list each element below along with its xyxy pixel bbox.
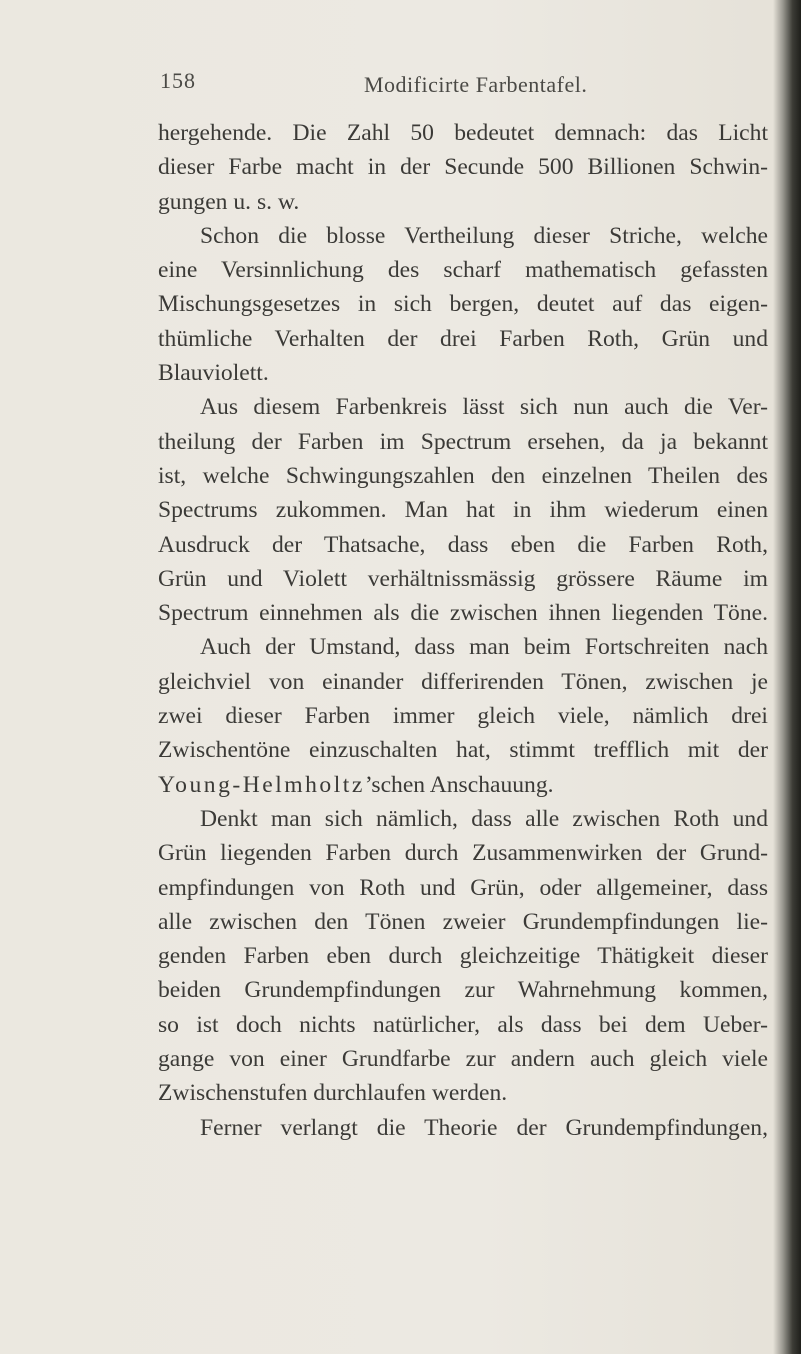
text-line: Schon die blosse Vertheilung dieser Striche, welche	[200, 222, 768, 249]
page-number: 158	[160, 68, 196, 93]
text-line: alle zwischen den Tönen zweier Grundempfindungen lie-	[158, 908, 768, 935]
text-line: Spectrum einnehmen als die zwischen ihnen liegenden Töne.	[158, 600, 768, 627]
text-line: gleichviel von einander differirenden Tönen, zwischen je	[158, 668, 768, 695]
text-line: Spectrums zukommen. Man hat in ihm wiederum einen	[158, 497, 768, 524]
text-line: empfindungen von Roth und Grün, oder allgemeiner, dass	[158, 874, 768, 901]
body-text	[158, 116, 768, 1145]
text-line: beiden Grundempfindungen zur Wahrnehmung kommen,	[158, 977, 768, 1004]
text-line: ist, welche Schwingungszahlen den einzelnen Theilen des	[158, 462, 768, 489]
text-line: Zwischenstufen durchlaufen werden.	[158, 1080, 508, 1107]
text-line: Grün liegenden Farben durch Zusammenwirken der Grund-	[158, 840, 768, 867]
text-line: Ausdruck der Thatsache, dass eben die Farben Roth,	[158, 531, 768, 558]
text-line: hergehende. Die Zahl 50 bedeutet demnach: das Licht	[158, 120, 768, 146]
text-line: gange von einer Grundfarbe zur andern auch gleich viele	[158, 1046, 768, 1073]
text-line	[158, 768, 768, 802]
page-header	[160, 68, 760, 104]
text-line: theilung der Farben im Spectrum ersehen, da ja bekannt	[158, 428, 768, 455]
text-line: Blauviolett.	[158, 360, 269, 387]
page-edge-shadow	[773, 0, 801, 1354]
text-line: Ferner verlangt die Theorie der Grundempfindungen,	[200, 1114, 768, 1141]
text-line: Mischungsgesetzes in sich bergen, deutet auf das eigen-	[158, 291, 768, 318]
spaced-name: Young-Helmholtz	[158, 771, 365, 798]
text-line: thümliche Verhalten der drei Farben Roth, Grün und	[158, 325, 768, 352]
text-line: gungen u. s. w.	[158, 188, 300, 215]
text-line: eine Versinnlichung des scharf mathematisch gefassten	[158, 257, 768, 284]
text-line: zwei dieser Farben immer gleich viele, nämlich drei	[158, 703, 768, 730]
text-line: so ist doch nichts natürlicher, als dass bei dem Ueber-	[158, 1011, 768, 1038]
text-line: dieser Farbe macht in der Secunde 500 Billionen Schwin-	[158, 154, 768, 181]
text-line: Auch der Umstand, dass man beim Fortschreiten nach	[200, 634, 768, 661]
text-line: Denkt man sich nämlich, dass alle zwischen Roth und	[200, 805, 768, 832]
text-line: Aus diesem Farbenkreis lässt sich nun auch die Ver-	[200, 394, 768, 421]
text-fragment: ’schen Anschauung.	[364, 771, 554, 798]
running-title: Modificirte Farbentafel.	[364, 72, 588, 97]
text-line: Zwischentöne einzuschalten hat, stimmt trefflich mit der	[158, 737, 768, 764]
text-line: Grün und Violett verhältnissmässig grössere Räume im	[158, 565, 768, 592]
text-line: genden Farben eben durch gleichzeitige Thätigkeit dieser	[158, 943, 768, 970]
